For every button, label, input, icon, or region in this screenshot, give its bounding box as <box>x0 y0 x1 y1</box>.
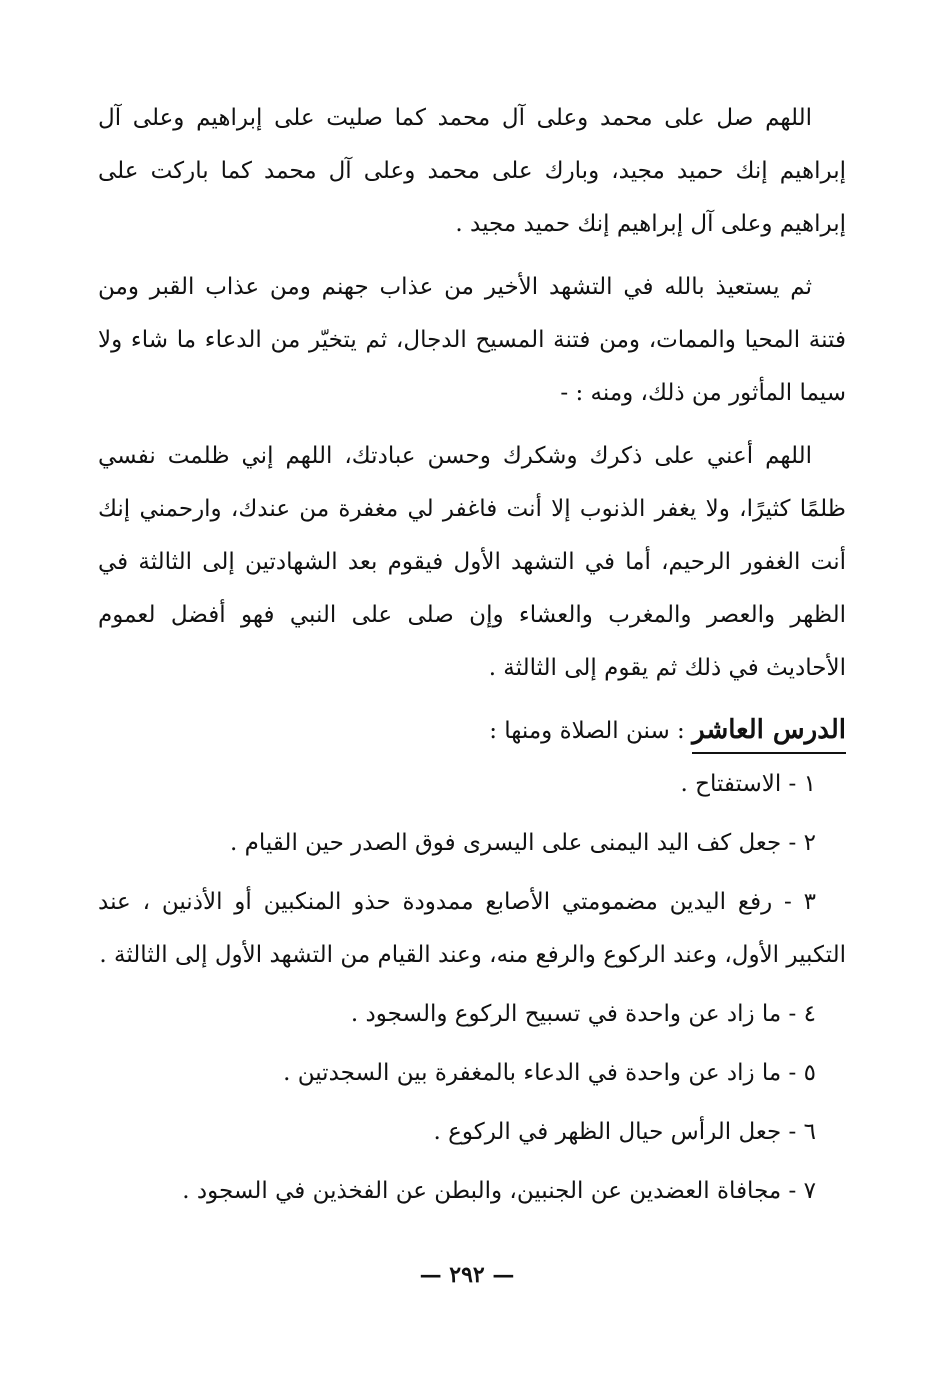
list-item: ٤ - ما زاد عن واحدة في تسبيح الركوع والسجود . <box>350 1001 816 1027</box>
page-number: — ٢٩٢ — <box>419 1262 515 1288</box>
list-item: ٣ - رفع اليدين مضمومتي الأصابع ممدودة حذو المنكبين أو الأذنين ، عند التكبير الأول، وعند الركوع والرفع منه، وعند القيام من التشهد الأول إلى الثالثة . <box>98 889 846 968</box>
list-item: ١ - الاستفتاح . <box>680 771 816 797</box>
lesson-heading <box>98 705 846 758</box>
paragraph-istiadha: ثم يستعيذ بالله في التشهد الأخير من عذاب جهنم ومن عذاب القبر ومن فتنة المحيا والممات، ومن فتنة المسيح الدجال، ثم يتخيّر من الدعاء ما شاء ولا سيما المأثور من ذلك، ومنه : - <box>98 274 846 406</box>
list-item: ٢ - جعل كف اليد اليمنى على اليسرى فوق الصدر حين القيام . <box>229 830 816 856</box>
paragraph-salawat: اللهم صل على محمد وعلى آل محمد كما صليت على إبراهيم وعلى آل إبراهيم إنك حميد مجيد، وبارك على محمد وعلى آل محمد كما باركت على إبراهيم وعلى آل إبراهيم إنك حميد مجيد . <box>98 105 846 237</box>
list-item: ٧ - مجافاة العضدين عن الجنبين، والبطن عن الفخذين في السجود . <box>182 1178 816 1204</box>
lesson-subtitle: : سنن الصلاة ومنها : <box>489 718 685 744</box>
paragraph-dua: اللهم أعني على ذكرك وشكرك وحسن عبادتك، اللهم إني ظلمت نفسي ظلمًا كثيرًا، ولا يغفر الذنوب إلا أنت فاغفر لي مغفرة من عندك، وارحمني إنك أنت الغفور الرحيم، أما في التشهد الأول فيقوم بعد الشهادتين إلى الثالثة في الظهر والعصر والمغرب والعشاء وإن صلى على النبي فهو أفضل لعموم الأحاديث في ذلك ثم يقوم إلى الثالثة . <box>98 443 846 681</box>
page-body <box>98 92 846 1224</box>
list-item: ٥ - ما زاد عن واحدة في الدعاء بالمغفرة بين السجدتين . <box>283 1060 816 1086</box>
list-item: ٦ - جعل الرأس حيال الظهر في الركوع . <box>433 1119 816 1145</box>
lesson-title: الدرس العاشر <box>692 712 846 754</box>
